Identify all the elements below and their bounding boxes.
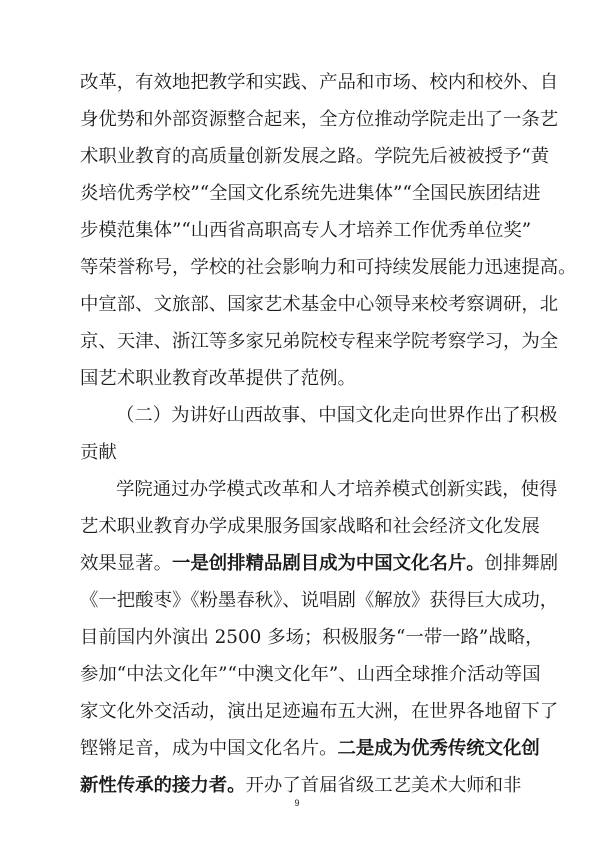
body-text-segment: 铿锵足音，成为中国文化名片。 [80, 738, 338, 759]
section-heading-continuation: 贡献 [80, 442, 117, 463]
body-text-line: 学院通过办学模式改革和人才培养模式创新实践，使得 [116, 479, 558, 500]
body-text-line: 身优势和外部资源整合起来，全方位推动学院走出了一条艺 [80, 109, 559, 130]
body-text-line: 《一把酸枣》《粉墨春秋》、说唱剧《解放》获得巨大成功， [80, 590, 559, 611]
body-text-line: 京、天津、浙江等多家兄弟院校专程来学院考察学习，为全 [80, 331, 559, 352]
body-text-line: 参加“中法文化年”“中澳文化年”、山西全球推介活动等国 [80, 664, 541, 685]
section-heading: （二）为讲好山西故事、中国文化走向世界作出了积极 [116, 405, 558, 426]
body-text-line [80, 547, 559, 581]
body-text-line: 中宣部、文旅部、国家艺术基金中心领导来校考察调研，北 [80, 294, 559, 315]
body-text-line: 改革，有效地把教学和实践、产品和市场、校内和校外、自 [80, 72, 559, 93]
body-text-segment: 效果显著。 [80, 553, 172, 574]
bold-highlight: 一是创排精品剧目成为中国文化名片。 [171, 553, 485, 574]
body-text-line: 艺术职业教育办学成果服务国家战略和社会经济文化发展 [80, 516, 540, 537]
body-text-segment: 创排舞剧 [484, 553, 559, 574]
body-text-line: 国艺术职业教育改革提供了范例。 [80, 368, 356, 389]
body-text-line: 目前国内外演出 2500 多场；积极服务“一带一路”战略， [80, 627, 544, 648]
body-text-line: 炎培优秀学校”“全国文化系统先进集体”“全国民族团结进 [80, 183, 541, 204]
body-text-line [80, 732, 540, 766]
bold-highlight: 二是成为优秀传统文化创 [337, 738, 540, 759]
body-text-line: 步模范集体”“山西省高职高专人才培养工作优秀单位奖” [80, 220, 532, 241]
body-text-line: 等荣誉称号，学校的社会影响力和可持续发展能力迅速提高。 [80, 257, 577, 278]
bold-highlight: 新性传承的接力者。 [80, 775, 246, 796]
body-text-segment: 开办了首届省级工艺美术大师和非 [245, 775, 522, 796]
body-text-line: 术职业教育的高质量创新发展之路。学院先后被被授予“黄 [80, 146, 550, 167]
page-number: 9 [294, 798, 300, 808]
body-text-line: 家文化外交活动，演出足迹遍布五大洲，在世界各地留下了 [80, 701, 559, 722]
